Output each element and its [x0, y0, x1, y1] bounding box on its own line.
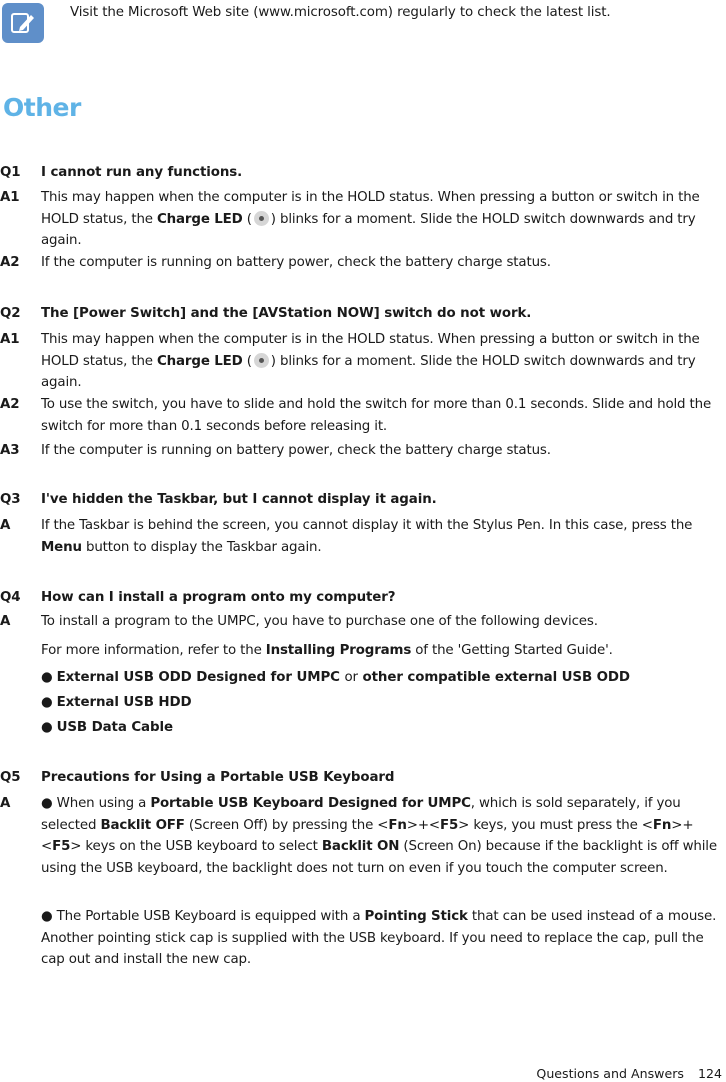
menu-button-label: Menu — [41, 539, 82, 555]
note-text: Visit the Microsoft Web site (www.microsoft.com) regularly to check the latest list. — [70, 5, 611, 20]
question-label: Q2 — [0, 306, 21, 321]
bullet-dot-icon: ● — [41, 796, 53, 811]
answer-text: If the computer is running on battery power, check the battery charge status. — [41, 443, 551, 458]
answer-label: A1 — [0, 332, 20, 347]
page-number: 124 — [697, 1066, 722, 1081]
answer-text: This may happen when the computer is in the HOLD status. When pressing a button or switch in the HOLD status, the Charge LED ( ) blinks for a moment. Slide the HOLD switch downwards and try again. — [41, 332, 700, 390]
question-text: I've hidden the Taskbar, but I cannot display it again. — [41, 492, 437, 507]
bullet-dot-icon: ● — [41, 720, 53, 735]
answer-text: To use the switch, you have to slide and hold the switch for more than 0.1 seconds. Slide and hold the switch for more than 0.1 seconds before releasing it. — [41, 397, 712, 434]
answer-label: A2 — [0, 255, 20, 270]
installing-programs-ref: Installing Programs — [265, 642, 412, 658]
note-row — [0, 0, 726, 46]
question-label: Q5 — [0, 770, 21, 785]
answer-label: A — [0, 518, 11, 533]
answer-line-1: To install a program to the UMPC, you have to purchase one of the following devices. — [41, 614, 598, 629]
bullet-dot-icon: ● — [41, 909, 53, 924]
answer-text: If the computer is running on battery power, check the battery charge status. — [41, 255, 551, 270]
charge-led-label: Charge LED — [156, 353, 243, 369]
answer-text — [41, 611, 724, 661]
answer-paragraph-1: ● When using a Portable USB Keyboard Designed for UMPC, which is sold separately, if you selected Backlit OFF (Screen Off) by pressing the <Fn>+<F5> keys, you must press the <Fn>+<F5> keys on the USB keyboard to select Backlit ON (Screen On) because if the backlight is off while using the USB keyboard, the backlight does not turn on even if you touch the computer screen. — [41, 796, 717, 876]
answer-text: This may happen when the computer is in the HOLD status. When pressing a button or switch in the HOLD status, the Charge LED ( ) blinks for a moment. Slide the HOLD switch downwards and try again. — [41, 190, 700, 248]
page-footer — [536, 1066, 722, 1081]
answer-text — [41, 793, 724, 879]
answer-label: A — [0, 614, 11, 629]
answer-label: A3 — [0, 443, 20, 458]
answer-paragraph-2: ● The Portable USB Keyboard is equipped with a Pointing Stick that can be used instead of a mouse. Another pointing stick cap is supplied with the USB keyboard. If you need to replace the cap, pull the cap out and install the new cap. — [41, 909, 717, 967]
section-title: Other — [3, 93, 81, 122]
bullet-item-usb-data-cable: ● USB Data Cable — [41, 717, 173, 738]
answer-line-2: For more information, refer to the Installing Programs of the 'Getting Started Guide'. — [41, 642, 613, 658]
answer-text: If the Taskbar is behind the screen, you cannot display it with the Stylus Pen. In this case, press the Menu button to display the Taskbar again. — [41, 518, 693, 555]
question-text: The [Power Switch] and the [AVStation NOW] switch do not work. — [41, 306, 532, 321]
bullet-dot-icon: ● — [41, 695, 53, 710]
pointing-stick-label: Pointing Stick — [364, 909, 468, 924]
question-label: Q4 — [0, 590, 21, 605]
bullet-dot-icon: ● — [41, 670, 53, 685]
bullet-item-usb-odd: ● External USB ODD Designed for UMPC or other compatible external USB ODD — [41, 667, 630, 688]
charge-led-icon — [254, 211, 269, 226]
bullet-item-usb-hdd: ● External USB HDD — [41, 692, 192, 713]
footer-section-name: Questions and Answers — [536, 1066, 684, 1081]
question-text: Precautions for Using a Portable USB Keyboard — [41, 770, 395, 785]
question-text: How can I install a program onto my computer? — [41, 590, 396, 605]
question-label: Q1 — [0, 165, 21, 180]
charge-led-label: Charge LED — [156, 211, 243, 227]
answer-label: A2 — [0, 397, 20, 412]
charge-led-icon — [254, 353, 269, 368]
question-text: I cannot run any functions. — [41, 165, 243, 180]
question-label: Q3 — [0, 492, 21, 507]
answer-label: A — [0, 796, 11, 811]
answer-label: A1 — [0, 190, 20, 205]
memo-pencil-icon — [2, 3, 44, 43]
